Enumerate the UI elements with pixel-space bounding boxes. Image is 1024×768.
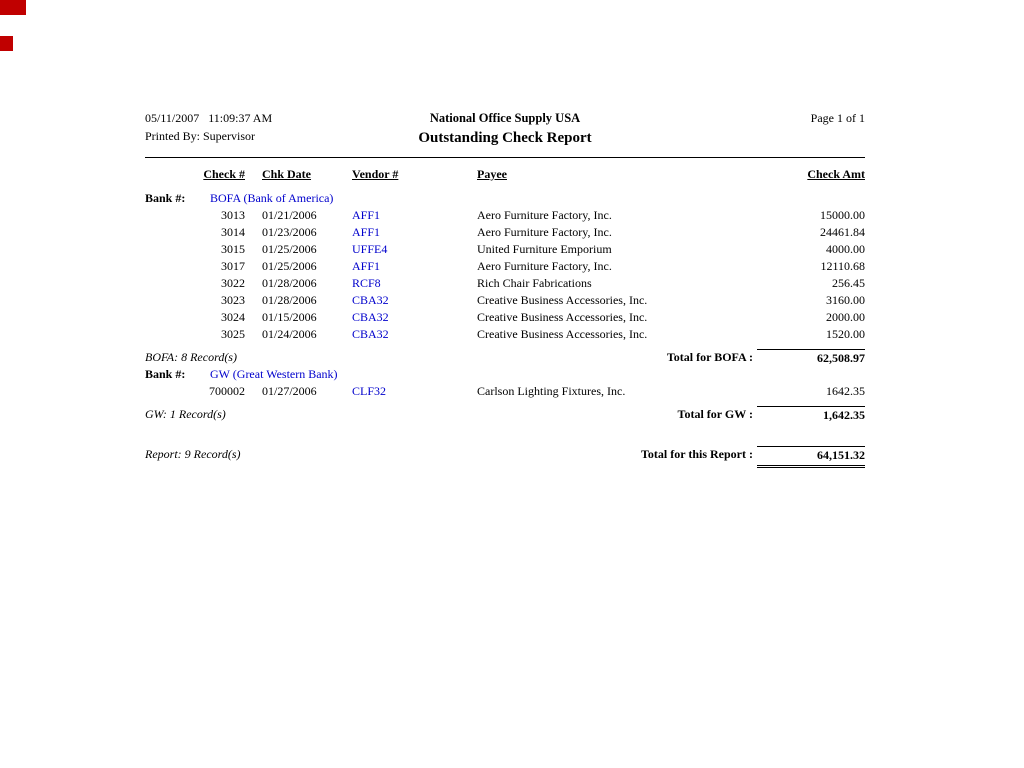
- outstanding-check-report: [145, 104, 865, 463]
- bank-total-label: Total for BOFA :: [666, 350, 753, 364]
- report-body: [145, 190, 865, 423]
- window-artifact-left: [0, 36, 13, 51]
- report-header: [145, 104, 865, 157]
- check-number: 3024: [221, 310, 245, 324]
- check-amount: 2000.00: [826, 310, 865, 324]
- check-number: 700002: [209, 384, 245, 398]
- check-date: 01/25/2006: [262, 242, 317, 256]
- bank-number-label: Bank #:: [145, 367, 186, 381]
- check-number: 3022: [221, 276, 245, 290]
- bank-name-link[interactable]: BOFA (Bank of America): [210, 191, 334, 205]
- bank-record-count: BOFA: 8 Record(s): [145, 350, 237, 364]
- bank-record-count: GW: 1 Record(s): [145, 407, 226, 421]
- bank-group: [145, 190, 865, 366]
- check-amount: 1520.00: [826, 327, 865, 341]
- payee-name: Creative Business Accessories, Inc.: [477, 293, 648, 307]
- vendor-code-link[interactable]: CBA32: [352, 310, 389, 324]
- check-date: 01/21/2006: [262, 208, 317, 222]
- column-header-vendor: Vendor #: [352, 167, 399, 181]
- check-row: [145, 309, 865, 326]
- group-rows: [145, 207, 865, 343]
- group-rows: [145, 383, 865, 400]
- report-summary-row: [145, 446, 865, 463]
- check-amount: 15000.00: [820, 208, 865, 222]
- payee-name: Rich Chair Fabrications: [477, 276, 592, 290]
- check-amount: 4000.00: [826, 242, 865, 256]
- bank-name-link[interactable]: GW (Great Western Bank): [210, 367, 338, 381]
- vendor-code-link[interactable]: UFFE4: [352, 242, 388, 256]
- payee-name: Carlson Lighting Fixtures, Inc.: [477, 384, 626, 398]
- report-total-amount: 64,151.32: [757, 446, 865, 468]
- bank-total-label: Total for GW :: [677, 407, 753, 421]
- column-header-row: [145, 166, 865, 183]
- vendor-code-link[interactable]: AFF1: [352, 208, 381, 222]
- check-amount: 24461.84: [820, 225, 865, 239]
- bank-row: [145, 190, 865, 207]
- payee-name: Aero Furniture Factory, Inc.: [477, 259, 612, 273]
- check-number: 3013: [221, 208, 245, 222]
- window-artifact-top-left: [0, 0, 26, 15]
- check-number: 3014: [221, 225, 245, 239]
- check-row: [145, 241, 865, 258]
- payee-name: Creative Business Accessories, Inc.: [477, 327, 648, 341]
- check-date: 01/25/2006: [262, 259, 317, 273]
- check-row: [145, 326, 865, 343]
- bank-summary-row: [145, 406, 865, 423]
- column-header-check-number: Check #: [203, 167, 245, 181]
- report-record-count: Report: 9 Record(s): [145, 447, 241, 461]
- check-amount: 3160.00: [826, 293, 865, 307]
- check-date: 01/24/2006: [262, 327, 317, 341]
- header-rule: [145, 157, 865, 158]
- payee-name: Aero Furniture Factory, Inc.: [477, 225, 612, 239]
- check-date: 01/27/2006: [262, 384, 317, 398]
- check-number: 3025: [221, 327, 245, 341]
- check-amount: 256.45: [832, 276, 865, 290]
- check-row: [145, 292, 865, 309]
- check-number: 3017: [221, 259, 245, 273]
- check-row: [145, 224, 865, 241]
- vendor-code-link[interactable]: CBA32: [352, 327, 389, 341]
- bank-row: [145, 366, 865, 383]
- bank-number-label: Bank #:: [145, 191, 186, 205]
- check-amount: 12110.68: [820, 259, 865, 273]
- check-row: [145, 383, 865, 400]
- page-indicator: Page 1 of 1: [810, 111, 865, 125]
- check-row: [145, 207, 865, 224]
- column-header-check-date: Chk Date: [262, 167, 312, 181]
- company-name: National Office Supply USA: [429, 111, 581, 125]
- vendor-code-link[interactable]: CBA32: [352, 293, 389, 307]
- bank-group: [145, 366, 865, 423]
- payee-name: Aero Furniture Factory, Inc.: [477, 208, 612, 222]
- check-number: 3015: [221, 242, 245, 256]
- check-date: 01/23/2006: [262, 225, 317, 239]
- bank-summary-row: [145, 349, 865, 366]
- vendor-code-link[interactable]: AFF1: [352, 225, 381, 239]
- vendor-code-link[interactable]: CLF32: [352, 384, 387, 398]
- vendor-code-link[interactable]: RCF8: [352, 276, 381, 290]
- check-date: 01/28/2006: [262, 276, 317, 290]
- print-datetime: 05/11/2007 11:09:37 AM: [145, 111, 273, 125]
- bank-total-amount: 1,642.35: [757, 406, 865, 424]
- report-title: Outstanding Check Report: [418, 130, 592, 146]
- check-amount: 1642.35: [826, 384, 865, 398]
- report-total-label: Total for this Report :: [641, 447, 753, 461]
- check-row: [145, 275, 865, 292]
- check-row: [145, 258, 865, 275]
- column-header-check-amount: Check Amt: [807, 167, 865, 181]
- bank-total-amount: 62,508.97: [757, 349, 865, 367]
- check-date: 01/15/2006: [262, 310, 317, 324]
- column-header-payee: Payee: [477, 167, 507, 181]
- payee-name: Creative Business Accessories, Inc.: [477, 310, 648, 324]
- payee-name: United Furniture Emporium: [477, 242, 612, 256]
- check-number: 3023: [221, 293, 245, 307]
- printed-by: Printed By: Supervisor: [145, 129, 255, 143]
- vendor-code-link[interactable]: AFF1: [352, 259, 381, 273]
- check-date: 01/28/2006: [262, 293, 317, 307]
